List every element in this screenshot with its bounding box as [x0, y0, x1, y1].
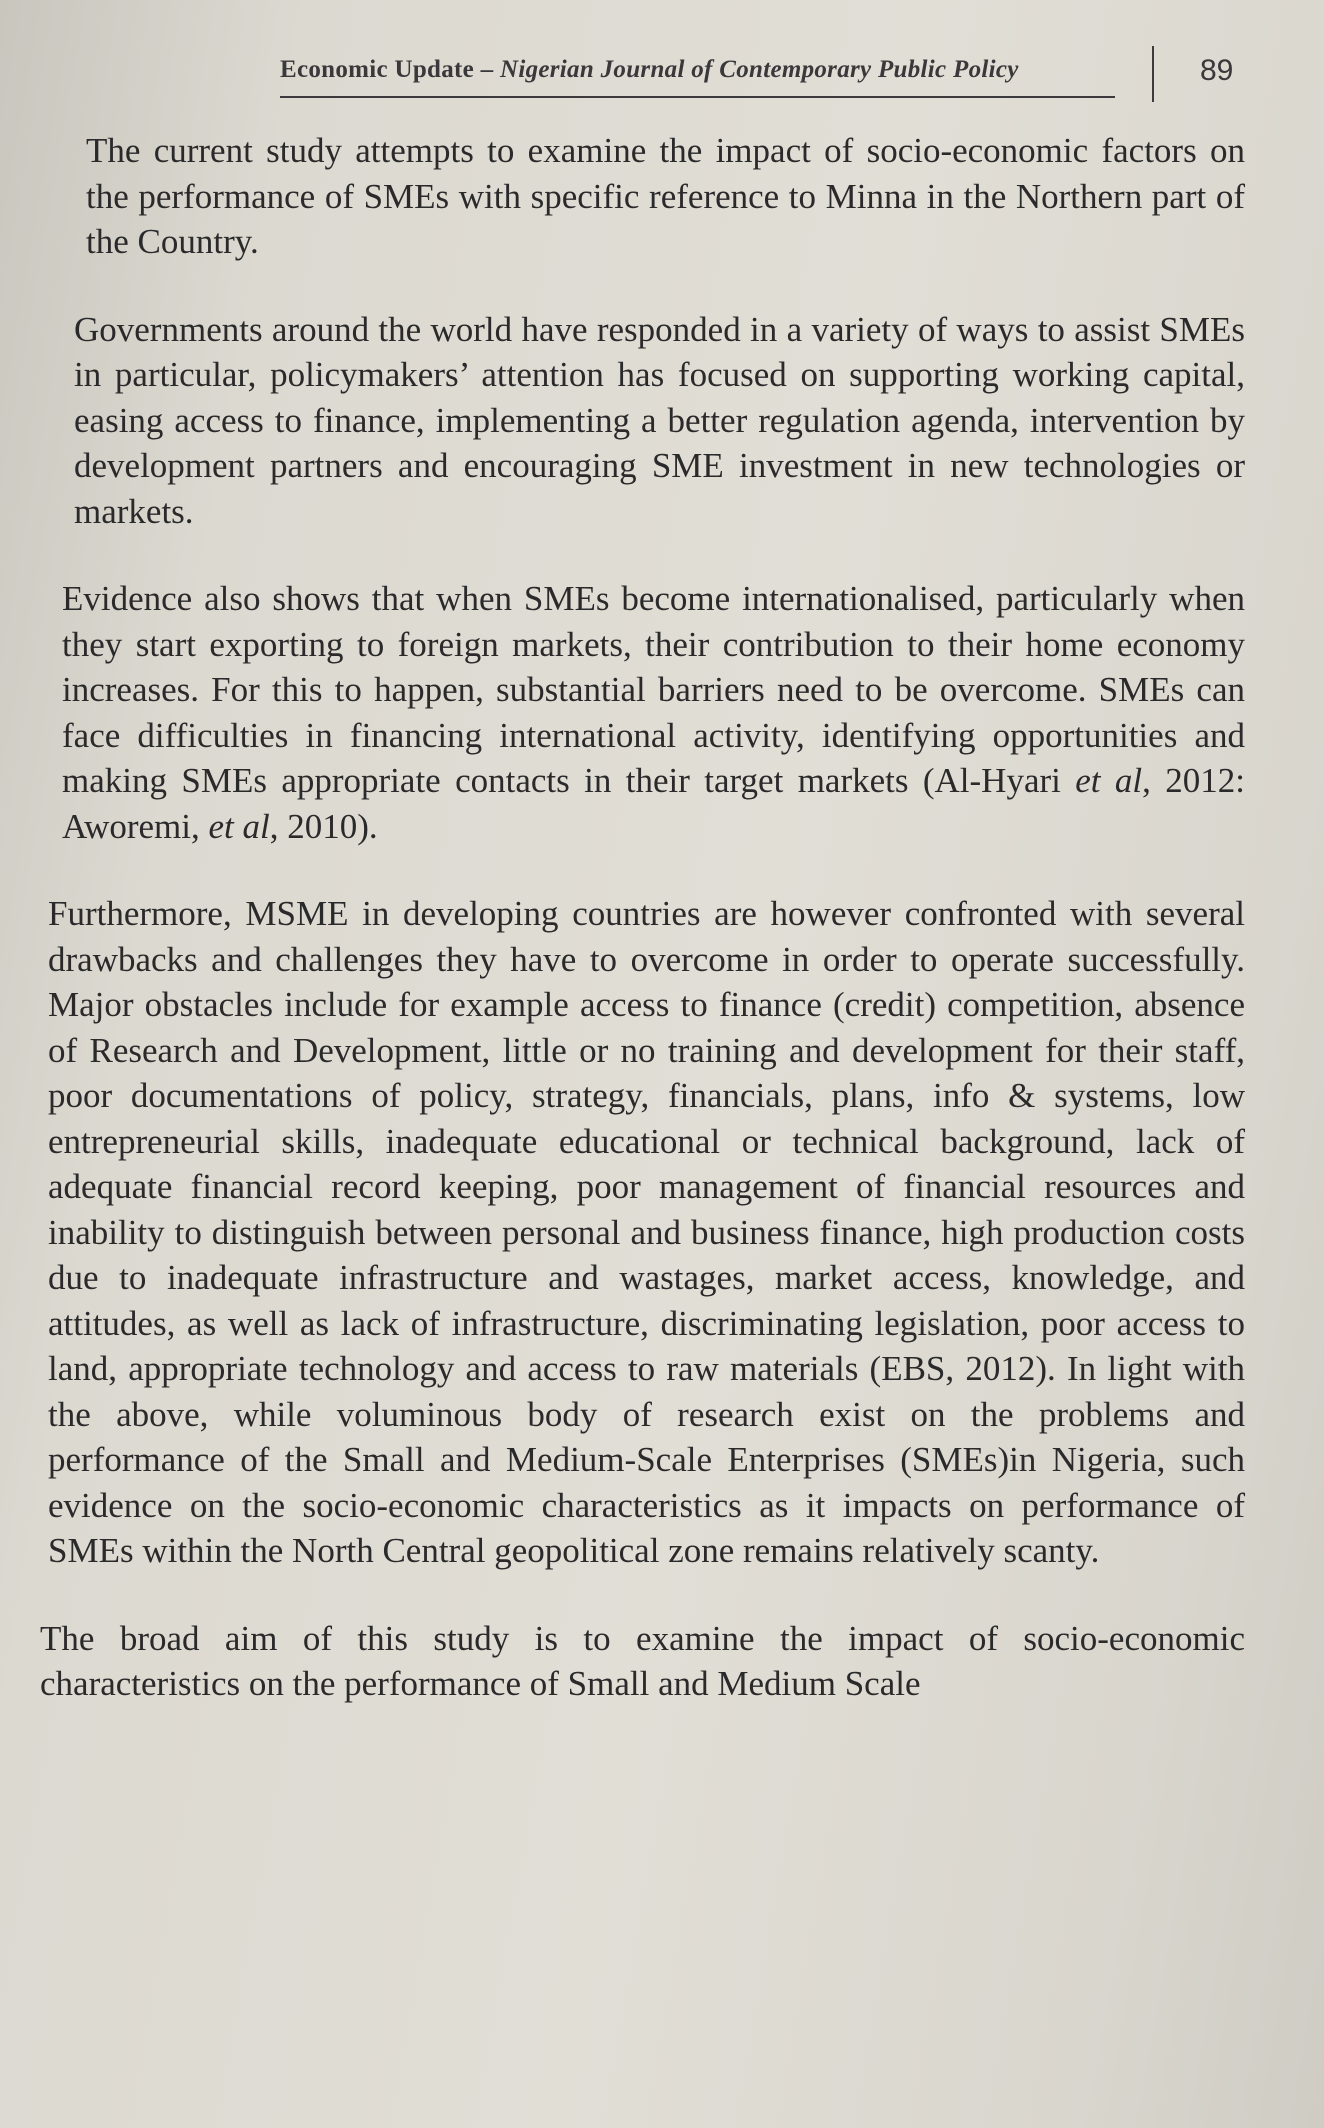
- paragraph-3-text-b: , 2012: Aworemi,: [62, 761, 1245, 846]
- paragraph-3-text-a: Evidence also shows that when SMEs become internationalised, particularly when they start exporting to foreign markets, their contribution to their home economy increases. For this to happen, substantial barriers need to be overcome. SMEs can face difficulties in financing international activity, identifying opportunities and making SMEs appropriate contacts in their target markets (Al-Hyari: [62, 579, 1245, 800]
- paragraph-5: The broad aim of this study is to examine the impact of socio-economic characteristics on the performance of Small and Medium Scale: [40, 1618, 1245, 1703]
- paragraph-3: [40, 576, 1245, 849]
- citation-et-al-1: et al: [1075, 761, 1143, 800]
- paragraph-3-text-c: , 2010).: [269, 806, 378, 846]
- paragraph-2: Governments around the world have responded in a variety of ways to assist SMEs in particular, policymakers’ attention has focused on supporting working capital, easing access to finance, implementing a better regulation agenda, intervention by development partners and encouraging SME investment in new technologies or markets.: [74, 309, 1245, 531]
- header-underline: [280, 96, 1115, 98]
- running-title-prefix: Economic Update –: [280, 56, 500, 83]
- paragraph-4: Furthermore, MSME in developing countries are however confronted with several drawbacks and challenges they have to overcome in order to operate successfully. Major obstacles include for example access to finance (credit) competition, absence of Research and Development, little or no training and development for their staff, poor documentations of policy, strategy, financials, plans, info & systems, low entrepreneurial skills, inadequate educational or technical background, lack of adequate financial record keeping, poor management of financial resources and inability to distinguish between personal and business finance, high production costs due to inadequate infrastructure and wastages, market access, knowledge, and attitudes, as well as lack of infrastructure, discriminating legislation, poor access to land, appropriate technology and access to raw materials (EBS, 2012). In light with the above, while voluminous body of research exist on the problems and performance of the Small and Medium-Scale Enterprises (SMEs)in Nigeria, such evidence on the socio-economic characteristics as it impacts on performance of SMEs within the North Central geopolitical zone remains relatively scanty.: [48, 894, 1245, 1570]
- journal-name: Nigerian Journal of Contemporary Public Policy: [499, 56, 1019, 83]
- body-text: [40, 128, 1245, 1749]
- running-title: [280, 56, 1115, 84]
- header-divider-line: [1152, 46, 1154, 102]
- page-header: [280, 52, 1115, 100]
- citation-et-al-2: et al: [208, 806, 270, 846]
- page-number: 89: [1200, 54, 1234, 87]
- paragraph-1: The current study attempts to examine the impact of socio-economic factors on the performance of SMEs with specific reference to Minna in the Northern part of the Country.: [86, 131, 1245, 261]
